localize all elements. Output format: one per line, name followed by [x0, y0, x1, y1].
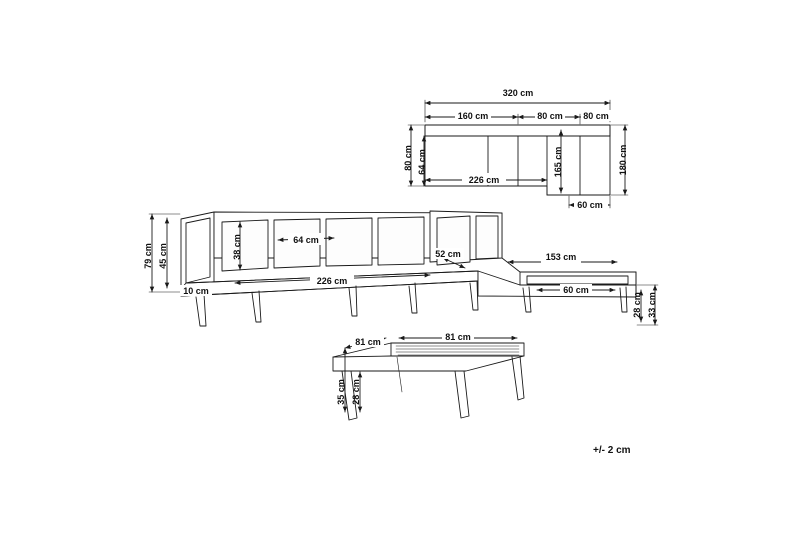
- label-overall-width: 320 cm: [502, 88, 534, 98]
- label-table-height: 35 cm: [336, 379, 346, 405]
- label-arm-height: 33 cm: [647, 292, 657, 318]
- label-corner-depth: 52 cm: [435, 249, 461, 259]
- label-table-depth: 81 cm: [355, 337, 381, 347]
- label-seat-height: 10 cm: [183, 286, 209, 296]
- label-end-module: 60 cm: [577, 200, 603, 210]
- label-backrest-cushion: 38 cm: [232, 234, 242, 260]
- label-cushion-width: 64 cm: [293, 235, 319, 245]
- label-overall-depth: 180 cm: [618, 144, 628, 176]
- label-depth-outer: 80 cm: [403, 145, 413, 171]
- label-seat-length-sofa: 226 cm: [316, 276, 348, 286]
- label-depth-inner: 64 cm: [417, 149, 427, 175]
- label-end-seat: 60 cm: [563, 285, 589, 295]
- label-segment-b: 80 cm: [537, 111, 563, 121]
- label-total-height: 79 cm: [143, 243, 153, 269]
- label-side-length: 153 cm: [545, 252, 577, 262]
- sofa-perspective-view: [181, 211, 636, 326]
- label-seat-thickness: 28 cm: [632, 292, 642, 318]
- label-seat-length-top: 226 cm: [468, 175, 500, 185]
- coffee-table-view: [333, 343, 524, 420]
- label-seat-back-height: 45 cm: [158, 243, 168, 269]
- label-corner-leg: 165 cm: [553, 146, 563, 178]
- label-segment-c: 80 cm: [583, 111, 609, 121]
- label-table-width: 81 cm: [445, 332, 471, 342]
- tolerance-note: +/- 2 cm: [593, 445, 631, 456]
- label-segment-a: 160 cm: [457, 111, 489, 121]
- top-view-plan: [425, 125, 610, 195]
- label-table-top-height: 28 cm: [351, 379, 361, 405]
